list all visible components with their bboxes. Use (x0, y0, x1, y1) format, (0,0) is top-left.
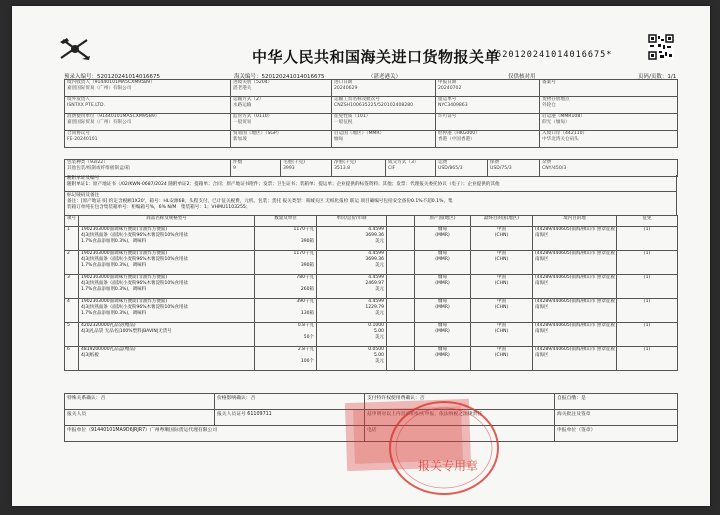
field-value: 20240629 (334, 85, 358, 91)
seal-text: 报关专用章 (417, 459, 479, 473)
header-row (65, 114, 678, 131)
document-title: 中华人民共和国海关进口货物报关单 (252, 48, 501, 66)
header-row (65, 80, 678, 97)
destination-code: (CHN) (494, 256, 509, 262)
quantity-2: 100个 (300, 358, 314, 364)
statement: 兹申明对以上内容承担如实申报、依法纳税之法律责任 (365, 410, 555, 426)
field-label: 净重(千克) (334, 160, 356, 165)
field-label: 进境关别（5204） (233, 80, 273, 85)
item-spec-1: 4|3|快熟面条（面饼(小麦粉96%木薯淀粉10%食用盐 (81, 256, 189, 262)
col-header: 项号 (65, 216, 79, 227)
table-row (65, 227, 678, 251)
destination-code: (CHN) (494, 280, 509, 286)
destination-country: 中国 (497, 251, 506, 256)
field-label: 杂费 (542, 160, 552, 165)
origin-country: 缅甸 (438, 227, 447, 232)
goods-table (64, 215, 678, 371)
levy-code: (1) (643, 227, 651, 232)
customs-declaration-seal (382, 396, 502, 501)
currency: 美元 (375, 238, 384, 244)
destination-country: 中国 (497, 227, 506, 232)
item-spec-1: 4|3|快熟面条（面饼(小麦粉96%木薯淀粉10%食用盐 (81, 304, 189, 310)
total-price: 5.00 (373, 352, 384, 358)
item-code: 4202320000 (81, 323, 110, 328)
item-name: 礼品袋(赠品) (109, 323, 136, 328)
item-code: 1902303000 (81, 251, 110, 256)
field-label: 合同协议号 (67, 131, 90, 136)
field-label: 消费使用单位（91440101MA5CXM95B9） (67, 114, 160, 119)
origin-code: (MMR) (435, 280, 450, 286)
quantity-1: 2.8千克 (297, 347, 314, 352)
field-value: ISNTXX PTE.LTD. (67, 102, 105, 108)
quantity-1: 1170千克 (293, 251, 314, 256)
declarant-id: 报关人员证号 61109711 (215, 410, 365, 426)
attached-docs-label: 随附单证及编号 (67, 176, 100, 181)
field-label: 运输方式（2） (233, 97, 264, 102)
col-header: 最终目的国(地区) (471, 216, 533, 227)
destination-country: 中国 (497, 299, 506, 304)
origin-code: (MMR) (435, 256, 450, 262)
levy-code: (1) (643, 299, 651, 304)
currency: 美元 (375, 334, 384, 340)
domestic-destination: (44289/440605)南海/佛山市 照章征税 (535, 275, 615, 280)
origin-code: (MMR) (435, 304, 450, 310)
domestic-district: 南海区 (535, 280, 549, 286)
field-value: 缅甸 (334, 136, 344, 142)
field-value: FE-20240101 (67, 136, 98, 142)
unit-price: 4.4599 (368, 299, 384, 304)
unit-price: 4.4599 (368, 275, 384, 280)
field-value: 一般贸易 (233, 119, 252, 125)
origin-country: 缅甸 (438, 275, 447, 280)
declaring-unit: 申报单位（91440101MA9D6JRJR7）广州粤顺国际货运代理有限公司 (65, 426, 365, 442)
item-name: 礼品盒(赠品) (109, 347, 136, 352)
table-row (65, 275, 678, 299)
quantity-1: 780千克 (296, 275, 314, 280)
quantity-1: 1170千克 (293, 227, 314, 232)
quantity-2: 390箱 (300, 262, 314, 268)
field-label: 成交方式（3） (388, 160, 419, 165)
item-spec-2: 1.7%食品添加剂0.3%)，调味料 (81, 262, 147, 268)
field-label: 启运港（MMR108） (542, 114, 585, 119)
unit-price: 0.0500 (368, 347, 384, 352)
field-label: 境外发货人 (67, 97, 90, 102)
marks-line-2: 装箱订单纯在包含集装箱单号：柜编箱号%，6% N/M 集装箱号：1；VHMU1103255； (67, 205, 251, 210)
quantity-1: 390千克 (296, 299, 314, 304)
marks-and-remarks (64, 192, 677, 215)
item-name: 面调味方便面(非油炸方便面) (109, 275, 168, 280)
origin-country: 缅甸 (438, 251, 447, 256)
field-label: 征免性质（101） (334, 114, 371, 119)
marks-label: 标记唛码及备注 (67, 193, 100, 198)
price-impact: 价格影响确认：否 (215, 394, 365, 410)
customs-note: 海关批注及签章 (555, 410, 678, 426)
quantity-1: 0.8千克 (297, 323, 314, 328)
item-spec-1: 4|3|纸板 (81, 352, 99, 358)
item-no: 4 (67, 299, 70, 304)
field-value: 香港（中国香港） (438, 136, 475, 142)
levy-code: (1) (643, 323, 651, 328)
item-no: 3 (67, 275, 70, 280)
field-label: 包装种类（93/22） (67, 160, 108, 165)
field-label: 备案号 (542, 80, 556, 85)
field-label: 启运国（地区）（MMR） (334, 131, 385, 136)
header-row (65, 97, 678, 114)
field-label: 经停港（HKG000） (438, 131, 480, 136)
attached-documents (64, 175, 677, 192)
destination-country: 中国 (497, 323, 506, 328)
quantity-2: 130箱 (300, 310, 314, 316)
field-value: 中华北湾关仓码头 (542, 136, 579, 142)
domestic-destination: (44289/440605)南海/佛山市 照章征税 (535, 299, 615, 304)
port-name: （湛老港关） (368, 74, 402, 80)
domestic-destination: (44289/440605)南海/佛山市 照章征税 (535, 323, 615, 328)
field-value: 外轮仓 (542, 102, 556, 108)
item-no: 1 (67, 227, 70, 232)
destination-code: (CHN) (494, 328, 509, 334)
special-relation: 特殊关系确认：否 (65, 394, 215, 410)
header-row (65, 160, 678, 177)
field-value: 仰光（缅甸） (542, 119, 570, 125)
item-no: 2 (67, 251, 70, 256)
field-value: CIF (388, 165, 396, 171)
field-value: USD/75/3 (490, 165, 512, 171)
origin-code: (MMR) (435, 328, 450, 334)
levy-code: (1) (643, 275, 651, 280)
field-label: 进口日期 (334, 80, 353, 85)
quantity-2: 50个 (303, 334, 314, 340)
col-header: 境内目的地 (533, 216, 617, 227)
field-label: 许可证号 (438, 114, 457, 119)
field-label: 运费 (438, 160, 448, 165)
col-header: 原产国(地区) (415, 216, 471, 227)
origin-country: 缅甸 (438, 323, 447, 328)
table-row (65, 251, 678, 275)
currency: 美元 (375, 286, 384, 292)
unit-seal: 申报单位（签章） (555, 426, 678, 442)
field-value: 3993 (283, 165, 295, 171)
levy-code: (1) (643, 251, 651, 256)
field-value: 湛老港关 (233, 85, 252, 91)
field-label: 提运单号 (438, 97, 457, 102)
quantity-2: 260箱 (300, 286, 314, 292)
field-value: 嘉创国际贸易（广州）有限公司 (67, 85, 132, 91)
destination-country: 中国 (497, 275, 506, 280)
header-row (65, 131, 678, 148)
item-code: 1902303000 (81, 227, 110, 232)
goods-header-row (65, 216, 678, 227)
field-value: 一般征税 (334, 119, 353, 125)
customs-declaration-sheet (12, 6, 710, 506)
field-value: 其他包装/纸制或纤维板制盒/箱 (67, 165, 130, 171)
destination-code: (CHN) (494, 304, 509, 310)
field-label: 毛重(千克) (283, 160, 305, 165)
item-spec-2: 1.7%食品添加剂0.3%)，调味料 (81, 238, 147, 244)
destination-country: 中国 (497, 347, 506, 352)
unit-price: 4.4599 (368, 227, 384, 232)
barcode-text: *520120241014016675* (490, 50, 613, 60)
item-spec-1: 4|3|礼品袋 无品名|100%塑料|BAVIN|无货号 (81, 328, 172, 334)
field-value: CNZSH100635225/520102408280 (334, 102, 414, 108)
domestic-district: 南海区 (535, 256, 549, 262)
item-code: 4819200000 (81, 347, 110, 352)
item-name: 面调味方便面(非油炸方便面) (109, 299, 168, 304)
field-value: 3513.8 (334, 165, 351, 171)
field-value: NYC3409863 (438, 102, 468, 108)
field-label: 贸易国（地区）（SGP） (233, 131, 282, 136)
item-code: 1902303000 (81, 299, 110, 304)
domestic-destination: (44289/440605)南海/佛山市 照章征税 (535, 251, 615, 256)
document-header (12, 6, 710, 72)
unit-price: 0.1000 (368, 323, 384, 328)
table-row (65, 347, 678, 371)
self-report: 自报自缴：是 (555, 394, 678, 410)
field-value: 20240702 (438, 85, 462, 91)
domestic-district: 南海区 (535, 232, 549, 238)
item-no: 5 (67, 323, 70, 328)
field-value: 新加坡 (233, 136, 247, 142)
marks-line-1: 备注：[原产地证书] 约定含税额1X20'，箱号：HL安源6B，头程支付、已计征关税费，元机、包装：货托 报关类型：商城关区 无纸化报检 联运 项目确编号包括安全备份0.1%不超0.1%，集 (67, 199, 453, 204)
levy-code: (1) (643, 347, 651, 352)
field-label: 申报日期 (438, 80, 457, 85)
col-header: 数量及单位 (255, 216, 317, 227)
currency: 美元 (375, 262, 384, 268)
total-price: 3699.36 (365, 232, 384, 238)
field-value: 9 (233, 165, 236, 171)
status-note: 仅供核对用 (508, 74, 536, 80)
field-value: USD/865/3 (438, 165, 463, 171)
table-row (65, 323, 678, 347)
field-label: 件数 (233, 160, 243, 165)
field-label: 境内收货人（91440101MA5CXM95B9） (67, 80, 155, 85)
customs-emblem-icon (58, 36, 92, 62)
field-value: 水路运输 (233, 102, 252, 108)
qr-code-icon (648, 34, 674, 60)
field-label: 监管方式（0110） (233, 114, 273, 119)
item-no: 6 (67, 347, 70, 352)
header-fields-table (64, 79, 678, 148)
item-name: 面调味方便面(非油炸方便面) (109, 227, 168, 232)
field-label: 货物存放地点 (542, 97, 570, 102)
origin-code: (MMR) (435, 232, 450, 238)
destination-code: (CHN) (494, 352, 509, 358)
customs-number: 海关编号：520120241014016675 (234, 74, 325, 80)
origin-code: (MMR) (435, 352, 450, 358)
origin-country: 缅甸 (438, 299, 447, 304)
item-spec-1: 4|3|快熟面条（面饼(小麦粉96%木薯淀粉10%食用盐 (81, 232, 189, 238)
table-row (65, 299, 678, 323)
item-spec-1: 4|3|快熟面条（面饼(小麦粉96%木薯淀粉10%食用盐 (81, 280, 189, 286)
domestic-destination: (44289/440605)南海/佛山市 照章征税 (535, 347, 615, 352)
currency: 美元 (375, 310, 384, 316)
royalty: 支付特许权使用费确认：否 (365, 394, 555, 410)
item-spec-2: 1.7%食品添加剂0.3%)，调味料 (81, 310, 147, 316)
quantity-2: 390箱 (300, 238, 314, 244)
total-price: 2469.97 (365, 280, 384, 286)
item-code: 1902303000 (81, 275, 110, 280)
field-label: 运输工具名称及航次号 (334, 97, 380, 102)
page-number: 页码/页数：1/1 (638, 74, 677, 80)
col-header: 单价/总价/币制 (317, 216, 387, 227)
total-price: 5.00 (373, 328, 384, 334)
preentry-number: 预录入编号：520120241014016675 (64, 74, 160, 80)
field-value: 嘉创国际贸易（广州）有限公司 (67, 119, 132, 125)
item-spec-2: 1.7%食品添加剂0.3%)，调味料 (81, 286, 147, 292)
total-price: 3699.36 (365, 256, 384, 262)
origin-country: 缅甸 (438, 347, 447, 352)
domestic-destination: (44289/440605)南海/佛山市 照章征税 (535, 227, 615, 232)
domestic-district: 南海区 (535, 304, 549, 310)
unit-price: 4.4599 (368, 251, 384, 256)
field-label: 保费 (490, 160, 500, 165)
total-price: 1229.79 (365, 304, 384, 310)
field-value: CNY/450/3 (542, 165, 567, 171)
item-name: 面调味方便面(非油炸方便面) (109, 251, 168, 256)
declarant: 报关人员 (65, 410, 215, 426)
domestic-district: 南海区 (535, 328, 549, 334)
destination-code: (CHN) (494, 232, 509, 238)
domestic-district: 南海区 (535, 352, 549, 358)
col-header: 征免 (617, 216, 678, 227)
attached-docs-line: 随附单证1：原产地证书（/02/KWN-0687/2024 随附单证2：提箱单；合同；原产地证书附件；发票；卫生证书；装箱单；提运单；企业提供的标签资料；其他；发票：代理报关委托协议（电子）；企业提供的其他 (67, 182, 500, 187)
field-label: 入境口岸（442110） (542, 131, 588, 136)
currency: 美元 (375, 358, 384, 364)
phone-label: 电话 (365, 426, 555, 442)
col-header: 商品名称及规格型号 (79, 216, 255, 227)
